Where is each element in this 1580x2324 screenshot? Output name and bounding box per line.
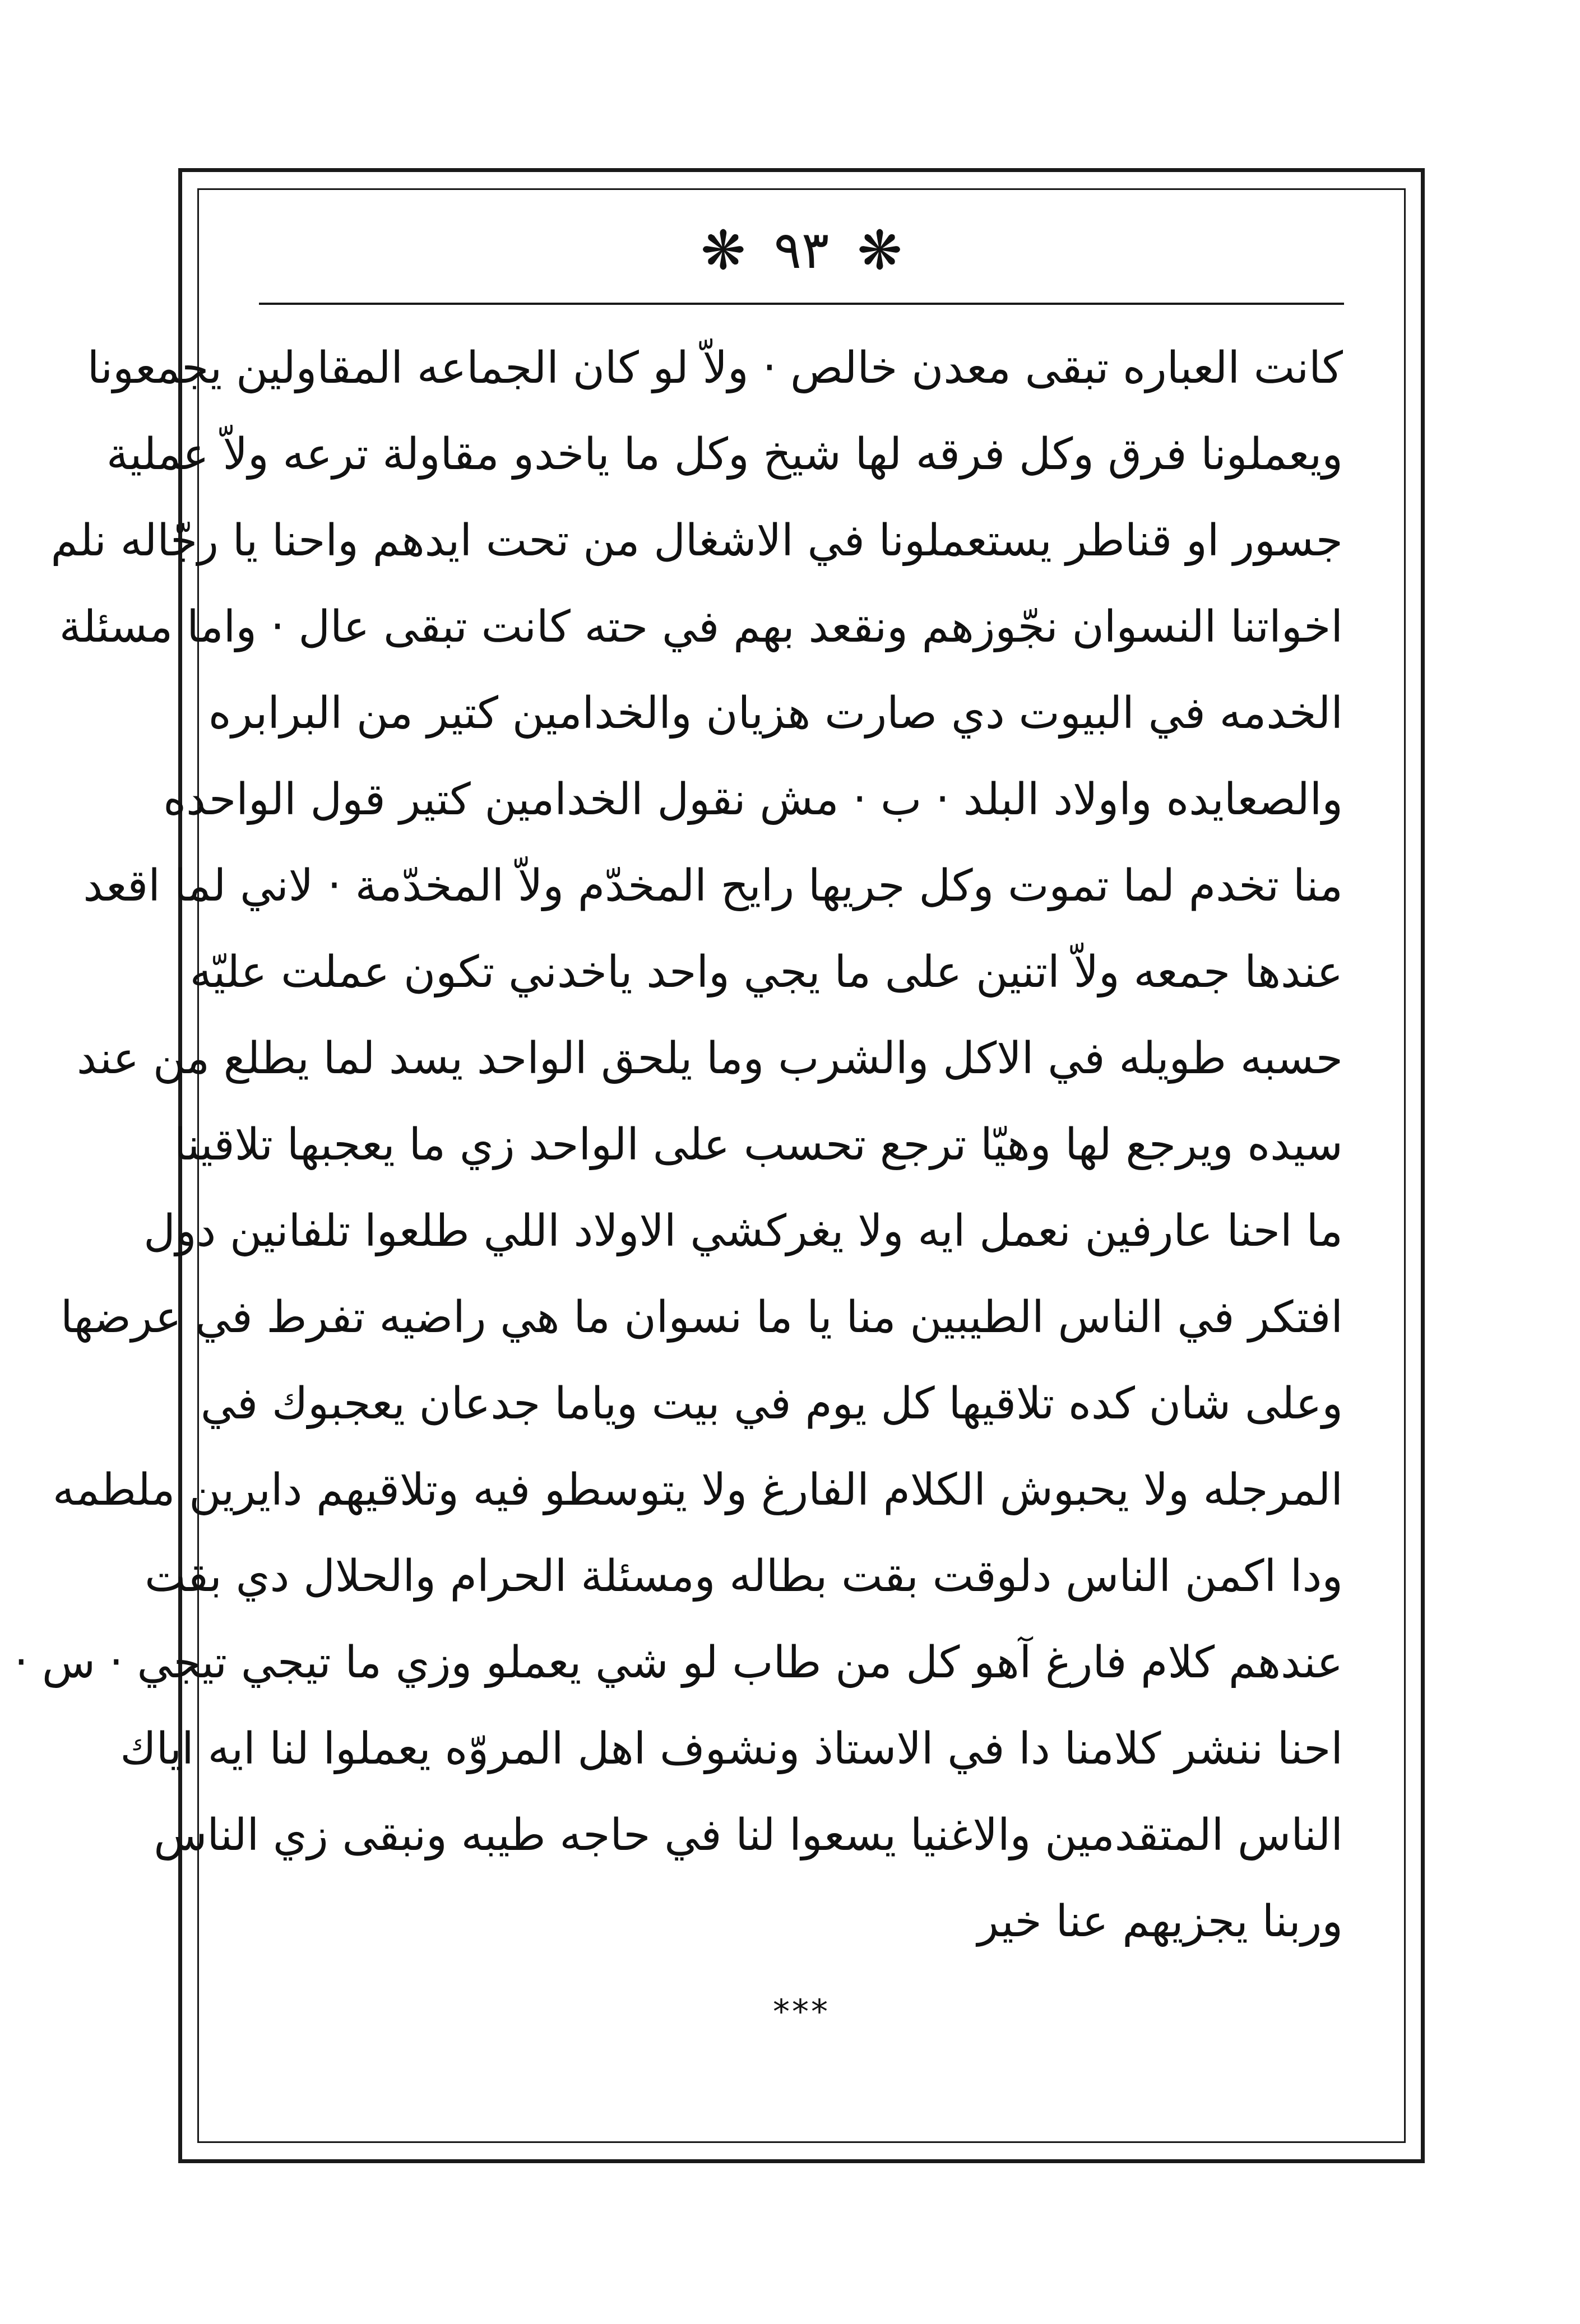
end-mark: *** (773, 1992, 830, 2031)
text-line: افتكر في الناس الطيبين منا يا ما نسوان ما هي راضيه تفرط في عرضها (60, 1292, 1343, 1343)
header-rule (259, 303, 1344, 305)
text-line: ودا اكمن الناس دلوقت بقت بطاله ومسئلة الحرام والحلال دي بقت (145, 1551, 1343, 1602)
text-line: المرجله ولا يحبوش الكلام الفارغ ولا يتوسطو فيه وتلاقيهم دايرين ملطمه (52, 1465, 1343, 1515)
text-line: جسور او قناطر يستعملونا في الاشغال من تحت ايدهم واحنا يا رجّاله نلم (50, 516, 1343, 566)
text-line: منا تخدم لما تموت وكل جريها رايح المخدّم ولاّ المخدّمة · لاني لما اقعد (83, 861, 1343, 911)
text-line: عندهم كلام فارغ آهو كل من طاب لو شي يعملو وزي ما تيجي تيجي · س · (14, 1638, 1343, 1688)
text-line: الخدمه في البيوت دي صارت هزيان والخدامين كتير من البرابره (208, 688, 1343, 739)
text-line: سيده ويرجع لها وهيّا ترجع تحسب على الواحد زي ما يعجبها تلاقينا (174, 1120, 1343, 1170)
right-ornament-icon: ❋ (857, 219, 902, 282)
text-line: اخواتنا النسوان نجّوزهم ونقعد بهم في حته كانت تبقى عال · واما مسئلة (59, 602, 1343, 652)
text-line: الناس المتقدمين والاغنيا يسعوا لنا في حاجه طيبه ونبقى زي الناس (154, 1810, 1343, 1861)
text-line: احنا ننشر كلامنا دا في الاستاذ ونشوف اهل المروّه يعملوا لنا ايه اياك (120, 1724, 1343, 1774)
text-line: والصعايده واولاد البلد · ب · مش نقول الخدامين كتير قول الواحده (163, 774, 1343, 825)
text-line: عندها جمعه ولاّ اتنين على ما يجي واحد ياخدني تكون عملت عليّه (189, 947, 1343, 998)
body-text (14, 325, 1343, 1965)
text-line: وعلى شان كده تلاقيها كل يوم في بيت وياما جدعان يعجبوك في (200, 1379, 1343, 1429)
page-header (197, 208, 1406, 293)
text-line-last: وربنا يجزيهم عنا خير (977, 1896, 1343, 1947)
text-line: كانت العباره تبقى معدن خالص · ولاّ لو كان الجماعه المقاولين يجمعونا (87, 343, 1343, 393)
text-line: ما احنا عارفين نعمل ايه ولا يغركشي الاولاد اللي طلعوا تلفانين دول (143, 1206, 1343, 1256)
text-line: حسبه طويله في الاكل والشرب وما يلحق الواحد يسد لما يطلع من عند (77, 1033, 1343, 1084)
left-ornament-icon: ❋ (701, 219, 746, 282)
text-line: ويعملونا فرق وكل فرقه لها شيخ وكل ما ياخدو مقاولة ترعه ولاّ عملية (106, 429, 1343, 480)
page-number: ٩٣ (773, 220, 830, 280)
